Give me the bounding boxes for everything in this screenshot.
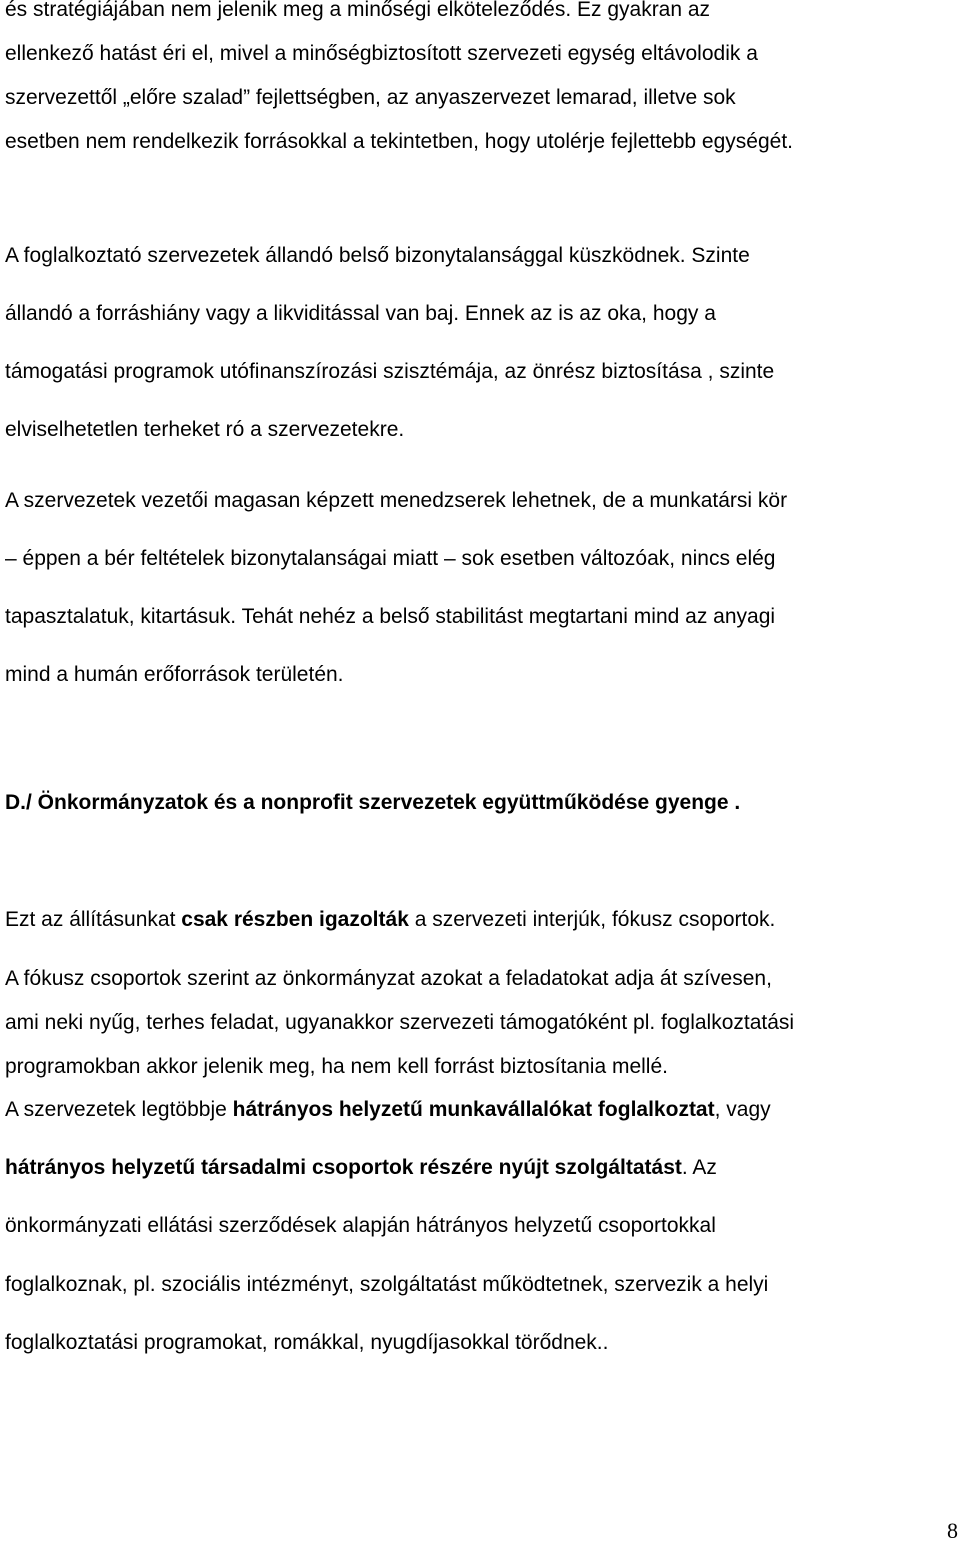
paragraph6-line3: önkormányzati ellátási szerződések alapján hátrányos helyzetű csoportokkal [5,1214,716,1237]
page-number: 8 [947,1518,958,1543]
paragraph2-line4: elviselhetetlen terheket ró a szervezetekre. [5,418,405,441]
paragraph6-line5: foglalkoztatási programokat, romákkal, nyugdíjasokkal törődnek.. [5,1331,609,1354]
paragraph6-line1-before: A szervezetek legtöbbje [5,1098,233,1121]
paragraph4-emphasis: csak részben igazolták [181,908,409,931]
paragraph3-line3: tapasztalatuk, kitartásuk. Tehát nehéz a belső stabilitást megtartani mind az anyagi [5,605,776,628]
paragraph4-text-before: Ezt az állításunkat [5,908,182,931]
paragraph6-line2-emphasis: hátrányos helyzetű társadalmi csoportok részére nyújt szolgáltatást [5,1156,682,1179]
paragraph1-line4: esetben nem rendelkezik forrásokkal a tekintetben, hogy utolérje fejlettebb egységét. [5,130,793,153]
paragraph6-line1-after: , vagy [714,1098,771,1121]
paragraph3-line1: A szervezetek vezetői magasan képzett menedzserek lehetnek, de a munkatársi kör [5,489,788,512]
paragraph6-line1-emphasis: hátrányos helyzetű munkavállalókat foglalkoztat [232,1098,715,1121]
paragraph1-line3: szervezettől „előre szalad” fejlettségben, az anyaszervezet lemarad, illetve sok [5,86,736,109]
paragraph6-line2-after: . Az [681,1156,717,1179]
paragraph5-line2: ami neki nyűg, terhes feladat, ugyanakkor szervezeti támogatóként pl. foglalkoztatási [5,1011,795,1034]
paragraph1-line2: ellenkező hatást éri el, mivel a minőségbiztosított szervezeti egység eltávolodik a [5,42,758,65]
paragraph5-line3: programokban akkor jelenik meg, ha nem kell forrást biztosítania mellé. [5,1055,668,1078]
paragraph4 [5,907,775,933]
paragraph6-line4: foglalkoznak, pl. szociális intézményt, szolgáltatást működtetnek, szervezik a helyi [5,1273,769,1296]
paragraph4-text-after: a szervezeti interjúk, fókusz csoportok. [408,908,776,931]
paragraph3-line2: – éppen a bér feltételek bizonytalanságai miatt – sok esetben változóak, nincs elég [5,547,776,570]
paragraph2-line1: A foglalkoztató szervezetek állandó belső bizonytalansággal küszködnek. Szinte [5,244,750,267]
paragraph6-line1 [5,1097,771,1123]
paragraph1-line1: és stratégiájában nem jelenik meg a minőségi elköteleződés. Ez gyakran az [5,0,711,21]
paragraph2-line3: támogatási programok utófinanszírozási szisztémája, az önrész biztosítása , szinte [5,360,775,383]
paragraph6-line2 [5,1155,717,1181]
section-heading: D./ Önkormányzatok és a nonprofit szervezetek együttműködése gyenge . [5,791,741,814]
paragraph2-line2: állandó a forráshiány vagy a likviditással van baj. Ennek az is az oka, hogy a [5,302,716,325]
paragraph3-line4: mind a humán erőforrások területén. [5,663,344,686]
paragraph5-line1: A fókusz csoportok szerint az önkormányzat azokat a feladatokat adja át szívesen, [5,967,772,990]
